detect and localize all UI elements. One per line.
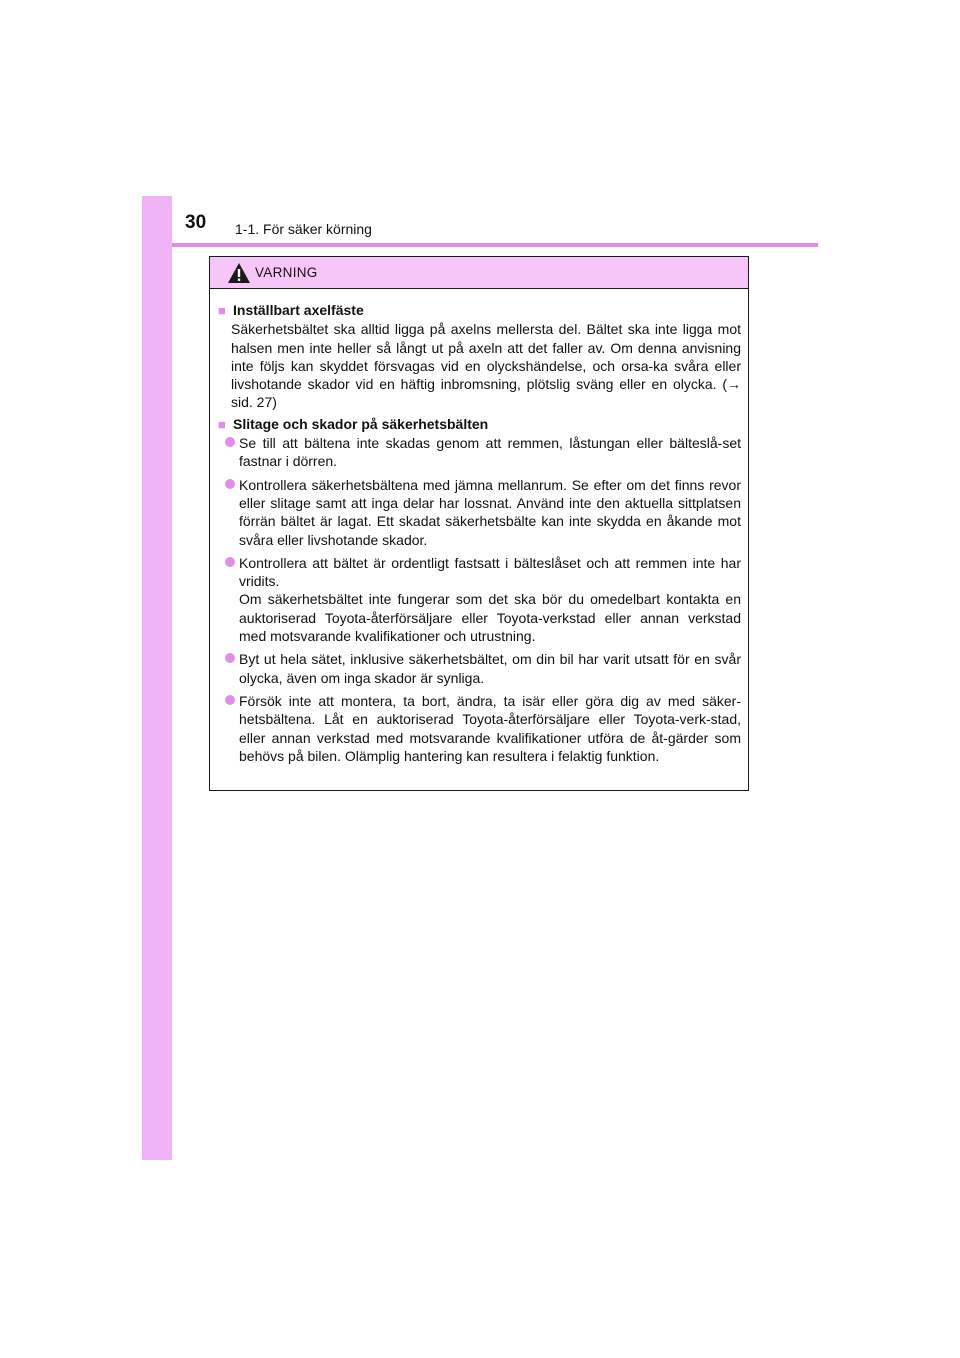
subheading-text: Inställbart axelfäste bbox=[233, 302, 364, 318]
warning-label: VARNING bbox=[255, 265, 318, 280]
section-title: 1-1. För säker körning bbox=[235, 221, 372, 237]
bullet-dot-icon bbox=[225, 434, 239, 448]
list-item bbox=[225, 434, 741, 471]
list-item bbox=[225, 692, 741, 765]
list-item bbox=[225, 554, 741, 645]
side-tab-strip bbox=[142, 196, 172, 1160]
list-item-text: Byt ut hela sätet, inklusive säkerhetsbältet, om din bil har varit utsatt för en svår olycka, även om inga skador är synliga. bbox=[239, 651, 741, 686]
subheading bbox=[218, 301, 741, 320]
square-bullet-icon: ■ bbox=[218, 416, 226, 432]
paragraph: Säkerhetsbältet ska alltid ligga på axelns mellersta del. Bältet ska inte ligga mot halsen men inte heller så långt ut på axeln att det faller av. Om denna anvisning inte följs kan skyddet försvagas vid en olyckshändelse, och orsa-ka svåra eller livshotande skador vid en häftig inbromsning, plötslig sväng eller en olycka. (→ sid. 27) bbox=[231, 321, 741, 411]
bullet-dot-icon bbox=[225, 692, 239, 706]
warning-body bbox=[210, 289, 748, 765]
list-item-text: Se till att bältena inte skadas genom att remmen, låstungan eller bälteslå-set fastnar i dörren. bbox=[239, 435, 741, 470]
subheading bbox=[218, 415, 741, 434]
subheading-text: Slitage och skador på säkerhetsbälten bbox=[233, 415, 489, 432]
bullet-list bbox=[218, 434, 741, 765]
list-item bbox=[225, 650, 741, 687]
bullet-dot-icon bbox=[225, 650, 239, 664]
warning-triangle-icon bbox=[227, 262, 251, 284]
bullet-dot-icon bbox=[225, 476, 239, 490]
list-item-text: Kontrollera säkerhetsbältena med jämna mellanrum. Se efter om det finns revor eller slitage samt att inga delar har lossnat. Använd inte den aktuella sittplatsen förrän bältet är lagat. Ett skadat säkerhetsbälte kan inte skydda en åkande mot svåra eller livshotande skador. bbox=[239, 476, 741, 548]
warning-header bbox=[210, 257, 748, 289]
list-item-text: Om säkerhetsbältet inte fungerar som det ska bör du omedelbart kontakta en auktoriserad Toyota-återförsäljare eller Toyota-verkstad eller annan verkstad med motsvarande kvalifikationer och utrustning. bbox=[239, 591, 741, 645]
list-item-text: Kontrollera att bältet är ordentligt fastsatt i bälteslåset och att remmen inte har vridits. bbox=[239, 554, 741, 590]
header-rule bbox=[172, 243, 818, 247]
list-item bbox=[225, 476, 741, 549]
square-bullet-icon: ■ bbox=[218, 303, 226, 318]
list-item-text: Försök inte att montera, ta bort, ändra, ta isär eller göra dig av med säker-hetsbältena. Låt en auktoriserad Toyota-återförsäljare eller Toyota-verk-stad, eller annan verkstad med motsvarande kvalifikationer utföra de åt-gärder som behövs på bilen. Olämplig hantering kan resultera i felaktig funktion. bbox=[239, 692, 741, 764]
warning-box bbox=[209, 256, 749, 791]
page-number: 30 bbox=[185, 212, 207, 233]
bullet-dot-icon bbox=[225, 554, 239, 568]
